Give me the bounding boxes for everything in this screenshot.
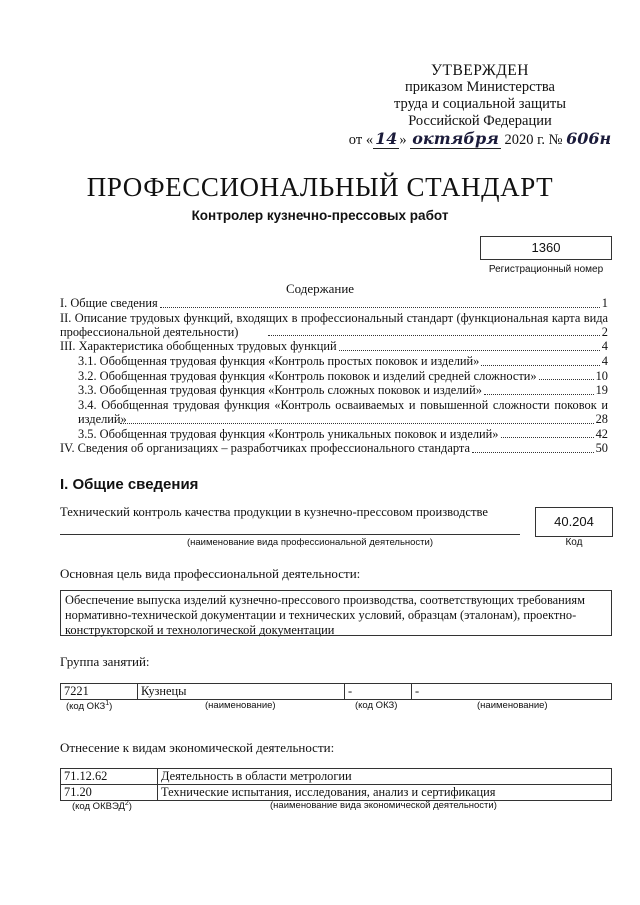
approval-date-line: от « 14 » октября 2020 г. № 606н: [348, 129, 612, 148]
approval-month: октября: [412, 129, 499, 148]
okved-code-cell: 71.20: [61, 785, 158, 801]
caption-okved-code: (код ОКВЭД$^2$): [72, 800, 132, 813]
document-subtitle: Контролер кузнечно-прессовых работ: [191, 208, 449, 223]
occupation-name-cell: -: [412, 684, 612, 700]
table-row: [61, 684, 612, 700]
toc-item[interactable]: 3.1. Обобщенная трудовая функция «Контроль простых поковок и изделий» 4: [78, 353, 608, 368]
okved-name-cell: Технические испытания, исследования, анализ и сертификация: [158, 785, 612, 801]
goal-text: Обеспечение выпуска изделий кузнечно-прессового производства, соответствующих требованиям нормативно-технической документации и технических условий, образцам (эталонам), проектно-конструкторской и технологической документации: [60, 590, 612, 636]
toc-item[interactable]: 3.4. Обобщенная трудовая функция «Контроль осваиваемых и повышенной сложности поковок и изделий»: [78, 397, 608, 427]
approval-number: 606н: [566, 129, 612, 148]
document-title: ПРОФЕССИОНАЛЬНЫЙ СТАНДАРТ: [86, 172, 554, 202]
toc-item[interactable]: 3.5. Обобщенная трудовая функция «Контроль уникальных поковок и изделий» 42: [78, 426, 608, 441]
approval-line-country: Российской Федерации: [408, 113, 552, 129]
toc-item[interactable]: III. Характеристика обобщенных трудовых функций 4: [60, 339, 608, 354]
caption-okved-name: (наименование вида экономической деятельности): [270, 800, 497, 811]
caption-okz2: (код ОКЗ): [355, 700, 398, 711]
activity-code: 40.204: [535, 507, 613, 537]
caption-name2: (наименование): [477, 700, 548, 711]
toc-item[interactable]: IV. Сведения об организациях – разработчиках профессионального стандарта 50: [60, 441, 608, 456]
goal-label: Основная цель вида профессиональной деятельности:: [60, 566, 361, 581]
table-row: [61, 769, 612, 785]
approval-line-ministry: труда и социальной защиты: [394, 96, 566, 112]
approval-line-order: приказом Министерства: [405, 79, 555, 95]
activity-caption: (наименование вида профессиональной деятельности): [186, 537, 434, 548]
group-table: [60, 683, 612, 700]
group-label: Группа занятий:: [60, 654, 150, 669]
table-of-contents: I. Общие сведения 1 II. Описание трудовых функций, входящих в профессиональный стандарт (функциональная карта вида профессиональной деятельности) 2 III. Характеристика обобщенных трудовых функций 4 3.1. Обобщенная трудовая функция «Контроль простых поковок и изделий» 4 3.2. Обобщенная трудовая функция «Контроль поковок и изделий средней сложности» 10 3.3. Обобщенная трудовая функция «Контроль сложных поковок и изделий» 19 3.4. Обобщенная трудовая функция «Контроль осваиваемых и повышенной сложности поковок и изделий» 28 3.5. Обобщенная трудовая функция «Контроль уникальных поковок и изделий» 42 IV. Сведения об организациях – разработчиках профессионального стандарта 50: [60, 296, 608, 456]
toc-item[interactable]: 3.3. Обобщенная трудовая функция «Контроль сложных поковок и изделий» 19: [78, 383, 608, 398]
toc-item[interactable]: II. Описание трудовых функций, входящих в профессиональный стандарт (функциональная карта вида профессиональной деятельности): [60, 310, 608, 340]
approval-year: 2020 г. №: [504, 132, 563, 148]
toc-item[interactable]: 3.2. Обобщенная трудовая функция «Контроль поковок и изделий средней сложности» 10: [78, 368, 608, 383]
activity-underline: [60, 534, 520, 535]
approval-title: УТВЕРЖДЕН: [431, 62, 529, 79]
table-row: [61, 785, 612, 801]
approval-day: 14: [375, 129, 398, 148]
activity-name: Технический контроль качества продукции в кузнечно-прессовом производстве: [60, 505, 488, 519]
okz-code-cell: -: [345, 684, 412, 700]
registration-label: Регистрационный номер: [488, 264, 604, 275]
section-heading: I. Общие сведения: [60, 476, 199, 493]
occupation-name-cell: Кузнецы: [138, 684, 345, 700]
registration-number: 1360: [480, 236, 612, 260]
toc-item[interactable]: I. Общие сведения 1: [60, 296, 608, 310]
approval-block: [330, 62, 630, 149]
caption-name: (наименование): [205, 700, 276, 711]
okved-name-cell: Деятельность в области метрологии: [158, 769, 612, 785]
code-caption: Код: [565, 537, 583, 548]
caption-okz: (код ОКЗ$^1$): [66, 700, 113, 713]
okved-table: [60, 768, 612, 801]
okved-code-cell: 71.12.62: [61, 769, 158, 785]
toc-heading: Содержание: [285, 281, 355, 296]
okz-code-cell: 7221: [61, 684, 138, 700]
okved-label: Отнесение к видам экономической деятельности:: [60, 740, 335, 755]
